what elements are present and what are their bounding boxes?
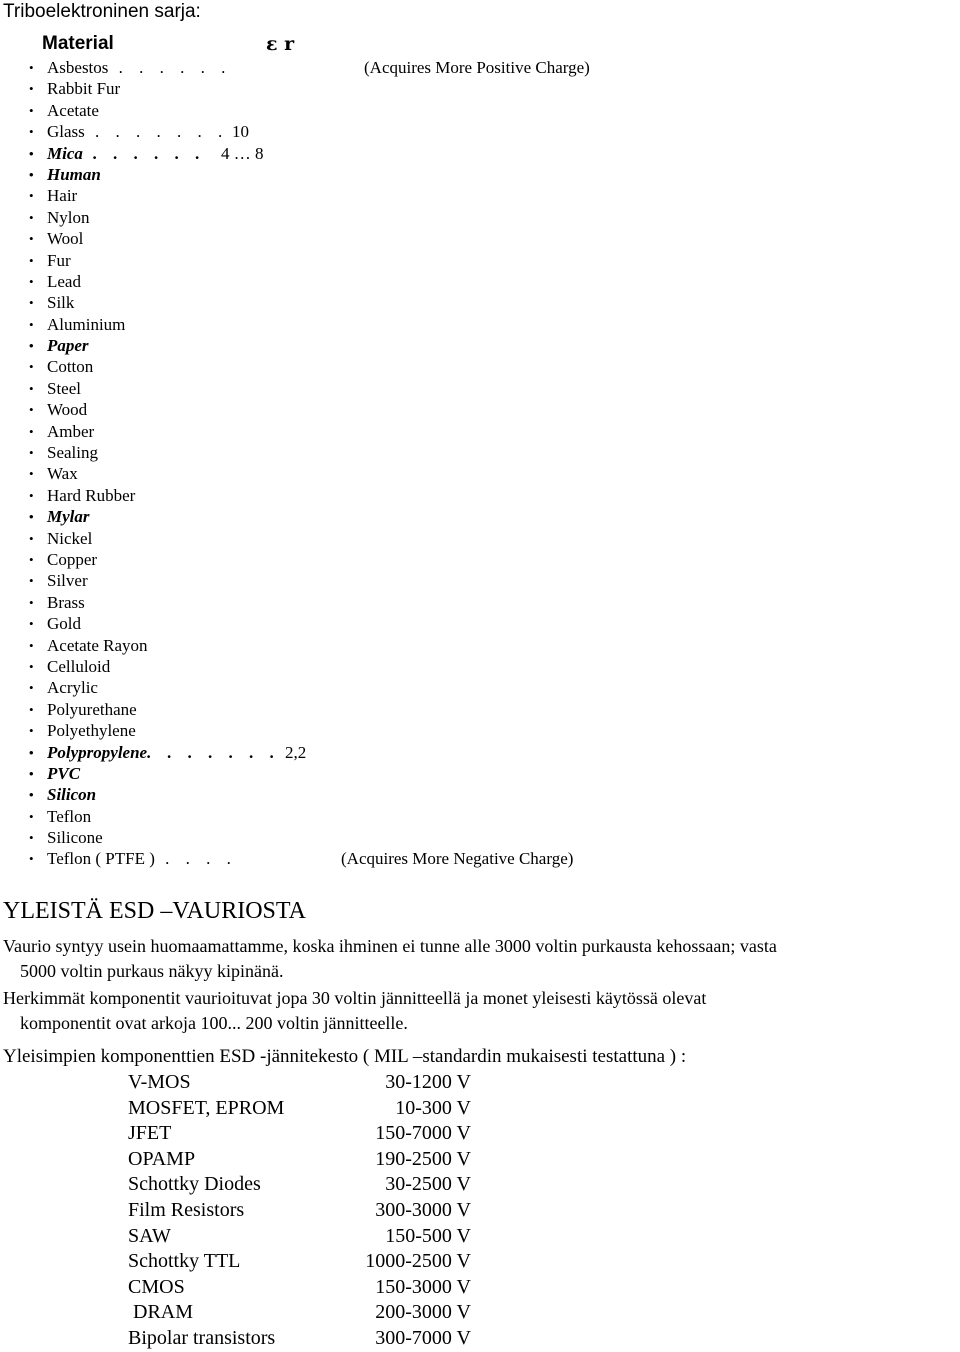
- material-name: Amber: [47, 421, 95, 441]
- series-item: [29, 164, 729, 185]
- table-row: [128, 1147, 488, 1173]
- permittivity-column-header: ε r: [266, 33, 295, 55]
- series-item: [29, 848, 729, 869]
- material-column-header: Material: [42, 33, 114, 54]
- bullet-icon: •: [29, 787, 34, 803]
- series-item: [29, 314, 729, 335]
- bullet-icon: •: [29, 338, 34, 354]
- series-item: [29, 699, 729, 720]
- material-name: Wax: [47, 464, 78, 484]
- voltage-range: 300-7000 V: [375, 1326, 471, 1349]
- series-item: [29, 185, 729, 206]
- material-name: Glass: [47, 122, 85, 142]
- voltage-range: 30-2500 V: [385, 1173, 471, 1196]
- component-name: Bipolar transistors: [128, 1326, 276, 1349]
- bullet-icon: •: [29, 445, 34, 461]
- paragraph-line: 5000 voltin purkaus näkyy kipinänä.: [20, 961, 284, 981]
- material-name: Hard Rubber: [47, 485, 136, 505]
- series-item: [29, 421, 729, 442]
- series-header: [42, 32, 295, 56]
- material-name: Gold: [47, 614, 81, 634]
- bullet-icon: •: [29, 102, 34, 118]
- series-item: [29, 228, 729, 249]
- material-name: Copper: [47, 549, 98, 569]
- series-item: [29, 121, 729, 142]
- table-row: [128, 1224, 488, 1250]
- bullet-icon: •: [29, 252, 34, 268]
- series-item: [29, 720, 729, 741]
- bullet-icon: •: [29, 530, 34, 546]
- bullet-icon: •: [29, 188, 34, 204]
- table-row: [128, 1326, 488, 1352]
- material-name: Aluminium: [47, 314, 126, 334]
- component-name: MOSFET, EPROM: [128, 1096, 285, 1119]
- bullet-icon: •: [29, 616, 34, 632]
- page-title: Triboelektroninen sarja:: [3, 1, 201, 22]
- series-item: [29, 271, 729, 292]
- material-name: Wood: [47, 400, 88, 420]
- table-row: [128, 1300, 488, 1326]
- series-item: [29, 485, 729, 506]
- material-name: Lead: [47, 271, 81, 291]
- component-name: CMOS: [128, 1275, 185, 1298]
- bullet-icon: •: [29, 295, 34, 311]
- material-name: Brass: [47, 592, 85, 612]
- paragraph-sensitive-components: [3, 986, 958, 1036]
- component-name: Film Resistors: [128, 1198, 245, 1221]
- series-item: [29, 250, 729, 271]
- bullet-icon: •: [29, 209, 34, 225]
- series-item: [29, 335, 729, 356]
- bullet-icon: •: [29, 723, 34, 739]
- bullet-icon: •: [29, 231, 34, 247]
- material-name: Silicon: [47, 785, 97, 805]
- material-name: Silicone: [47, 828, 103, 848]
- material-name: Silver: [47, 571, 88, 591]
- component-name: DRAM: [128, 1301, 194, 1324]
- series-item: [29, 378, 729, 399]
- material-name: Wool: [47, 229, 84, 249]
- permittivity-value: 10: [232, 122, 249, 142]
- section-title: YLEISTÄ ESD –VAURIOSTA: [3, 898, 306, 924]
- voltage-range: 1000-2500 V: [365, 1250, 471, 1273]
- material-name: Celluloid: [47, 656, 111, 676]
- table-row: [128, 1198, 488, 1224]
- bullet-icon: •: [29, 551, 34, 567]
- series-item: [29, 592, 729, 613]
- series-item: [29, 677, 729, 698]
- series-item: [29, 143, 729, 164]
- voltage-range: 150-3000 V: [375, 1275, 471, 1298]
- paragraph-line: Herkimmät komponentit vaurioituvat jopa 30 voltin jännitteellä ja monet yleisesti käytössä olevat: [3, 988, 707, 1008]
- material-name: Teflon: [47, 806, 92, 826]
- triboelectric-series-list: [29, 57, 729, 870]
- bullet-icon: •: [29, 145, 34, 161]
- material-name: Hair: [47, 186, 78, 206]
- component-name: Schottky Diodes: [128, 1173, 261, 1196]
- material-name: Sealing: [47, 443, 98, 463]
- permittivity-value: 2,2: [285, 742, 307, 762]
- component-name: Schottky TTL: [128, 1250, 241, 1273]
- material-name: Acetate: [47, 100, 99, 120]
- table-row: [128, 1121, 488, 1147]
- series-item: [29, 763, 729, 784]
- bullet-icon: •: [29, 765, 34, 781]
- bullet-icon: •: [29, 509, 34, 525]
- voltage-range: 30-1200 V: [385, 1071, 471, 1093]
- series-item: [29, 207, 729, 228]
- bullet-icon: •: [29, 830, 34, 846]
- component-name: SAW: [128, 1224, 171, 1247]
- material-name: Polypropylene: [47, 742, 148, 762]
- component-name: V-MOS: [128, 1071, 191, 1093]
- paragraph-line: Vaurio syntyy usein huomaamattamme, koska ihminen ei tunne alle 3000 voltin purkausta kehossaan; vasta: [3, 936, 777, 956]
- material-name: Cotton: [47, 357, 94, 377]
- esd-voltage-table: [128, 1070, 488, 1352]
- bullet-icon: •: [29, 359, 34, 375]
- material-name: Steel: [47, 378, 81, 398]
- bullet-icon: •: [29, 594, 34, 610]
- bullet-icon: •: [29, 124, 34, 140]
- bullet-icon: •: [29, 60, 34, 75]
- bullet-icon: •: [29, 680, 34, 696]
- series-item: [29, 656, 729, 677]
- material-name: Nylon: [47, 207, 90, 227]
- bullet-icon: •: [29, 466, 34, 482]
- material-name: Fur: [47, 250, 71, 270]
- voltage-range: 150-7000 V: [375, 1122, 471, 1145]
- material-name: PVC: [47, 763, 81, 783]
- charge-note: (Acquires More Negative Charge): [341, 849, 574, 869]
- material-name: Paper: [47, 336, 89, 356]
- series-item: [29, 356, 729, 377]
- bullet-icon: •: [29, 402, 34, 418]
- charge-note: (Acquires More Positive Charge): [364, 58, 590, 77]
- leader-dots: . . . . . .: [108, 58, 232, 77]
- table-row: [128, 1249, 488, 1275]
- material-name: Human: [47, 164, 101, 184]
- series-item: [29, 827, 729, 848]
- series-item: [29, 399, 729, 420]
- bullet-icon: •: [29, 744, 34, 760]
- bullet-icon: •: [29, 701, 34, 717]
- bullet-icon: •: [29, 380, 34, 396]
- series-item: [29, 100, 729, 121]
- leader-dots: . . . .: [154, 849, 237, 869]
- table-row: [128, 1070, 488, 1096]
- bullet-icon: •: [29, 487, 34, 503]
- bullet-icon: •: [29, 637, 34, 653]
- series-item: [29, 292, 729, 313]
- permittivity-value: 4 … 8: [221, 143, 264, 163]
- voltage-range: 150-500 V: [385, 1224, 471, 1247]
- material-name: Polyurethane: [47, 699, 137, 719]
- series-item: [29, 57, 729, 78]
- table-row: [128, 1096, 488, 1122]
- series-item: [29, 806, 729, 827]
- esd-table-title: Yleisimpien komponenttien ESD -jännitekesto ( MIL –standardin mukaisesti testattuna ) :: [3, 1046, 687, 1067]
- bullet-icon: •: [29, 808, 34, 824]
- series-item: [29, 78, 729, 99]
- series-item: [29, 635, 729, 656]
- voltage-range: 190-2500 V: [375, 1147, 471, 1170]
- bullet-icon: •: [29, 316, 34, 332]
- table-row: [128, 1172, 488, 1198]
- series-item: [29, 528, 729, 549]
- material-name: Acetate Rayon: [47, 635, 148, 655]
- material-name: Nickel: [47, 528, 93, 548]
- leader-dots: . . . . . .: [82, 143, 206, 163]
- bullet-icon: •: [29, 166, 34, 182]
- table-row: [128, 1275, 488, 1301]
- series-item: [29, 613, 729, 634]
- material-name: Rabbit Fur: [47, 79, 121, 99]
- paragraph-line: komponentit ovat arkoja 100... 200 voltin jännitteelle.: [20, 1013, 408, 1033]
- material-name: Acrylic: [47, 678, 98, 698]
- leader-dots: . . . . . . .: [147, 742, 281, 762]
- bullet-icon: •: [29, 573, 34, 589]
- series-item: [29, 549, 729, 570]
- bullet-icon: •: [29, 851, 34, 867]
- voltage-range: 200-3000 V: [375, 1301, 471, 1324]
- voltage-range: 10-300 V: [395, 1096, 471, 1119]
- material-name: Asbestos: [47, 58, 109, 77]
- component-name: JFET: [128, 1122, 172, 1145]
- series-item: [29, 570, 729, 591]
- material-name: Polyethylene: [47, 721, 136, 741]
- series-item: [29, 742, 729, 763]
- series-item: [29, 784, 729, 805]
- bullet-icon: •: [29, 81, 34, 97]
- material-name: Mica: [47, 143, 83, 163]
- material-name: Silk: [47, 293, 75, 313]
- paragraph-damage: [3, 934, 958, 984]
- material-name: Teflon ( PTFE ): [47, 849, 155, 869]
- bullet-icon: •: [29, 658, 34, 674]
- series-item: [29, 442, 729, 463]
- material-name: Mylar: [47, 507, 90, 527]
- leader-dots: . . . . . . .: [84, 122, 229, 142]
- series-item: [29, 506, 729, 527]
- voltage-range: 300-3000 V: [375, 1198, 471, 1221]
- component-name: OPAMP: [128, 1147, 196, 1170]
- series-item: [29, 463, 729, 484]
- bullet-icon: •: [29, 423, 34, 439]
- bullet-icon: •: [29, 273, 34, 289]
